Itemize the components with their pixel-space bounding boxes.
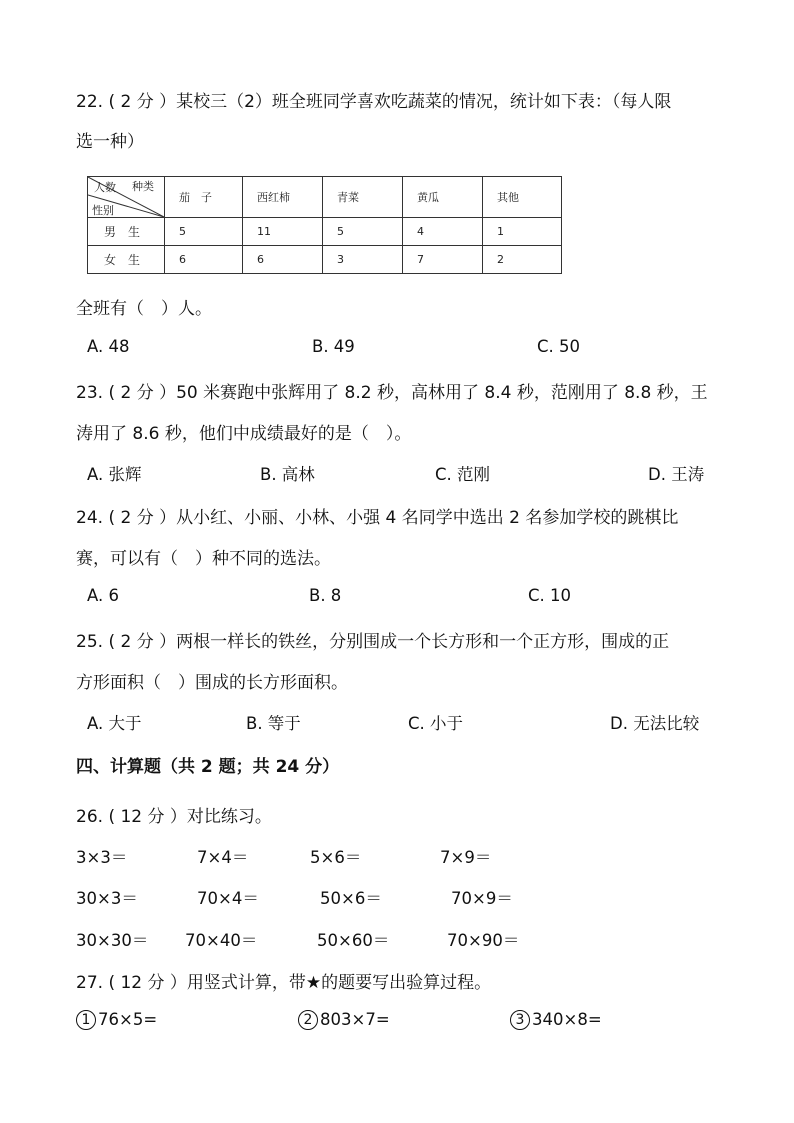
table-cell: 2 [483, 246, 562, 274]
q22-line2: 选一种） [76, 132, 144, 152]
calc-expression: 76×5= [98, 1010, 158, 1029]
q22-option-b[interactable]: B. 49 [312, 337, 355, 356]
q24-option-b[interactable]: B. 8 [309, 586, 342, 605]
column-header: 黄瓜 [403, 177, 483, 218]
row-label: 男 生 [88, 218, 165, 246]
table-cell: 3 [323, 246, 403, 274]
q23-option-a[interactable]: A. 张辉 [87, 465, 142, 484]
q25-option-c[interactable]: C. 小于 [408, 714, 464, 733]
table-cell: 5 [165, 218, 243, 246]
circled-number: 3 [510, 1010, 530, 1030]
table-row [88, 246, 562, 274]
q23-option-b[interactable]: B. 高林 [260, 465, 315, 484]
q23-option-c[interactable]: C. 范刚 [435, 465, 491, 484]
calc-item: 50×60＝ [317, 931, 390, 950]
calc-item: 7×9＝ [440, 848, 492, 867]
q26-title: 26. ( 12 分 ）对比练习。 [76, 807, 272, 827]
table-header-diagonal-cell [88, 177, 165, 218]
q27-title: 27. ( 12 分 ）用竖式计算，带★的题要写出验算过程。 [76, 973, 492, 993]
q22-question: 全班有（ ）人。 [76, 299, 212, 319]
calc-expression: 803×7= [320, 1010, 390, 1029]
calc-item: 30×3＝ [76, 889, 138, 908]
row-label: 女 生 [88, 246, 165, 274]
circled-number: 2 [298, 1010, 318, 1030]
calc-item: 70×40＝ [185, 931, 258, 950]
q23-line2: 涛用了 8.6 秒，他们中成绩最好的是（ ）。 [76, 424, 412, 444]
circled-number: 1 [76, 1010, 96, 1030]
table-row [88, 218, 562, 246]
q23-line1: 23. ( 2 分 ）50 米赛跑中张辉用了 8.2 秒，高林用了 8.4 秒，范刚用了 8.8 秒，王 [76, 383, 708, 403]
column-header: 青菜 [323, 177, 403, 218]
q25-option-b[interactable]: B. 等于 [246, 714, 301, 733]
q25-line1: 25. ( 2 分 ）两根一样长的铁丝，分别围成一个长方形和一个正方形，围成的正 [76, 632, 670, 652]
table-cell: 4 [403, 218, 483, 246]
q24-line2: 赛，可以有（ ）种不同的选法。 [76, 549, 331, 569]
q22-option-a[interactable]: A. 48 [87, 337, 130, 356]
vertical-calc-item-1 [76, 1010, 157, 1031]
q24-option-a[interactable]: A. 6 [87, 586, 119, 605]
table-cell: 1 [483, 218, 562, 246]
calc-item: 70×90＝ [447, 931, 520, 950]
calc-item: 50×6＝ [320, 889, 382, 908]
column-header: 茄 子 [165, 177, 243, 218]
vertical-calc-item-2 [298, 1010, 390, 1031]
q25-line2: 方形面积（ ）围成的长方形面积。 [76, 673, 348, 693]
header-gender-label: 性别 [92, 204, 114, 217]
table-cell: 6 [243, 246, 323, 274]
q22-option-c[interactable]: C. 50 [537, 337, 581, 356]
q22-line1: 22. ( 2 分 ）某校三（2）班全班同学喜欢吃蔬菜的情况，统计如下表：（每人限 [76, 92, 672, 112]
calc-item: 30×30＝ [76, 931, 149, 950]
column-header: 其他 [483, 177, 562, 218]
table-cell: 11 [243, 218, 323, 246]
calc-item: 70×4＝ [197, 889, 259, 908]
calc-expression: 340×8= [532, 1010, 602, 1029]
column-header: 西红柿 [243, 177, 323, 218]
q24-line1: 24. ( 2 分 ）从小红、小丽、小林、小强 4 名同学中选出 2 名参加学校的跳棋比 [76, 508, 679, 528]
header-count-label: 人数 [94, 181, 116, 194]
calc-item: 5×6＝ [310, 848, 362, 867]
table-cell: 7 [403, 246, 483, 274]
calc-item: 3×3＝ [76, 848, 128, 867]
q25-option-d[interactable]: D. 无法比较 [610, 714, 700, 733]
q23-option-d[interactable]: D. 王涛 [648, 465, 705, 484]
header-kind-label: 种类 [132, 180, 154, 193]
calc-item: 70×9＝ [451, 889, 513, 908]
q25-option-a[interactable]: A. 大于 [87, 714, 142, 733]
vegetable-survey-table [87, 176, 562, 274]
section-heading: 四、计算题（共 2 题；共 24 分） [76, 757, 340, 777]
calc-item: 7×4＝ [197, 848, 249, 867]
q24-option-c[interactable]: C. 10 [528, 586, 572, 605]
table-cell: 6 [165, 246, 243, 274]
table-cell: 5 [323, 218, 403, 246]
vertical-calc-item-3 [510, 1010, 602, 1031]
